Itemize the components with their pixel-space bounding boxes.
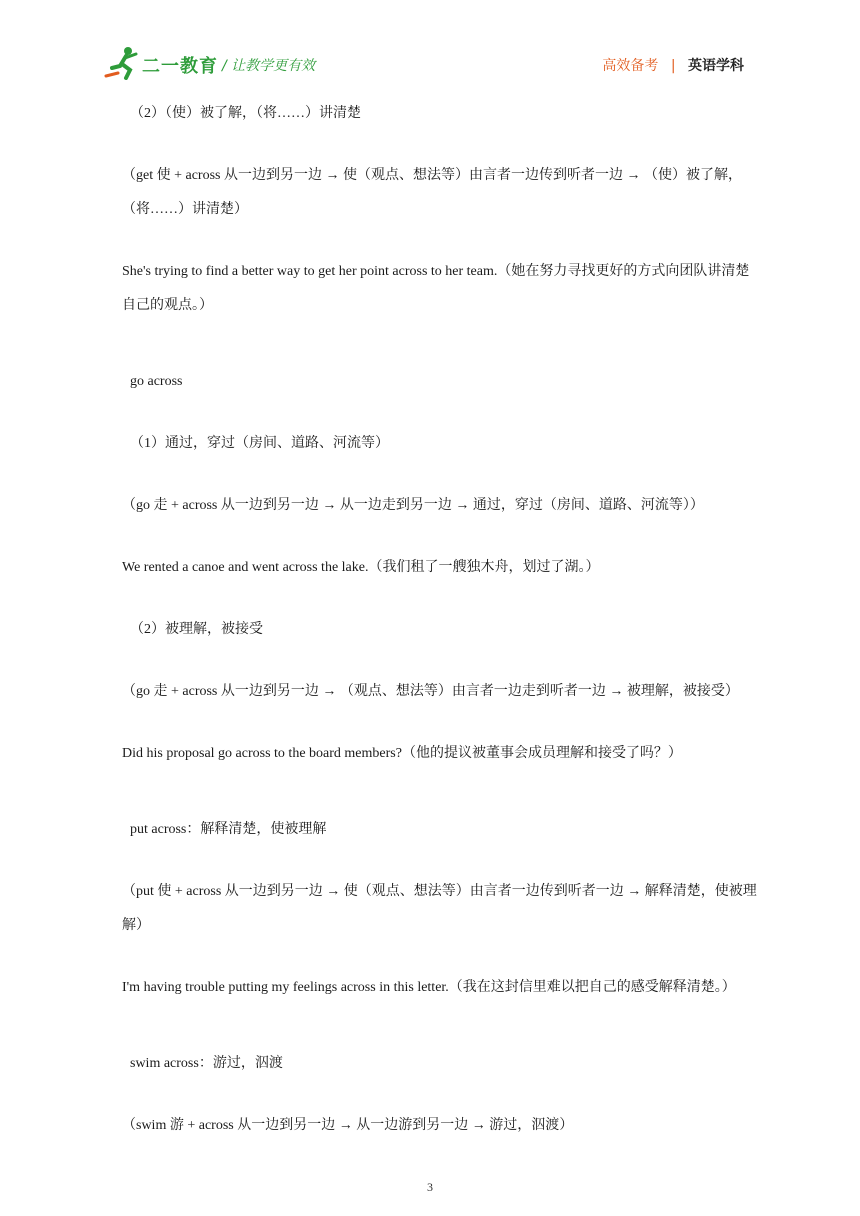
exam-label: 高效备考 bbox=[602, 58, 659, 74]
spacer bbox=[122, 943, 762, 971]
spacer bbox=[122, 399, 762, 427]
spacer bbox=[122, 585, 762, 613]
phrase-heading: go across bbox=[130, 374, 183, 389]
brand-name: 二一教育 bbox=[142, 56, 218, 77]
running-figure-logo-icon bbox=[104, 46, 144, 80]
spacer bbox=[122, 1005, 762, 1047]
sense-line: （2）（使）被了解，（将……）讲清楚 bbox=[130, 106, 361, 121]
etymology-paragraph: （put 使 + across 从一边到另一边 → 使（观点、想法等）由言者一边传到听者一边 → 解释清楚，使被理解） bbox=[122, 884, 757, 933]
etymology-paragraph: （get 使 + across 从一边到另一边 → 使（观点、想法等）由言者一边传到听者一边 → （使）被了解，（将……）讲清楚） bbox=[122, 168, 742, 217]
spacer bbox=[122, 709, 762, 737]
etymology-paragraph: （go 走 + across 从一边到另一边 → 从一边走到另一边 → 通过，穿过（房间、道路、河流等）） bbox=[122, 498, 704, 513]
example-sentence: We rented a canoe and went across the lake.（我们租了一艘独木舟，划过了湖。） bbox=[122, 560, 600, 575]
example-sentence: I'm having trouble putting my feelings across in this letter.（我在这封信里难以把自己的感受解释清楚。） bbox=[122, 980, 736, 995]
page-header bbox=[0, 0, 860, 90]
brand-slogan: / 让教学更有效 bbox=[222, 58, 316, 74]
spacer bbox=[122, 523, 762, 551]
spacer bbox=[122, 227, 762, 255]
phrase-heading: put across：解释清楚，使被理解 bbox=[130, 822, 327, 837]
example-sentence: Did his proposal go across to the board members?（他的提议被董事会成员理解和接受了吗？） bbox=[122, 746, 682, 761]
etymology-paragraph: （go 走 + across 从一边到另一边 → （观点、想法等）由言者一边走到听者一边 → 被理解，被接受） bbox=[122, 684, 739, 699]
phrase-heading: swim across：游过，泅渡 bbox=[130, 1056, 283, 1071]
header-right bbox=[602, 55, 744, 75]
example-sentence: She's trying to find a better way to get her point across to her team.（她在努力寻找更好的方式向团队讲清楚自己的观点。） bbox=[122, 264, 750, 313]
subject-label: 英语学科 bbox=[688, 58, 744, 74]
spacer bbox=[122, 771, 762, 813]
spacer bbox=[122, 461, 762, 489]
spacer bbox=[122, 1081, 762, 1109]
header-separator: | bbox=[670, 58, 676, 74]
spacer bbox=[122, 323, 762, 365]
sense-line: （2）被理解，被接受 bbox=[130, 622, 263, 637]
spacer bbox=[122, 847, 762, 875]
etymology-paragraph: （swim 游 + across 从一边到另一边 → 从一边游到另一边 → 游过，泅渡） bbox=[122, 1118, 574, 1133]
sense-line: （1）通过，穿过（房间、道路、河流等） bbox=[130, 436, 389, 451]
page-number: 3 bbox=[427, 1180, 433, 1194]
spacer bbox=[122, 131, 762, 159]
spacer bbox=[122, 647, 762, 675]
document-body bbox=[122, 97, 762, 1143]
